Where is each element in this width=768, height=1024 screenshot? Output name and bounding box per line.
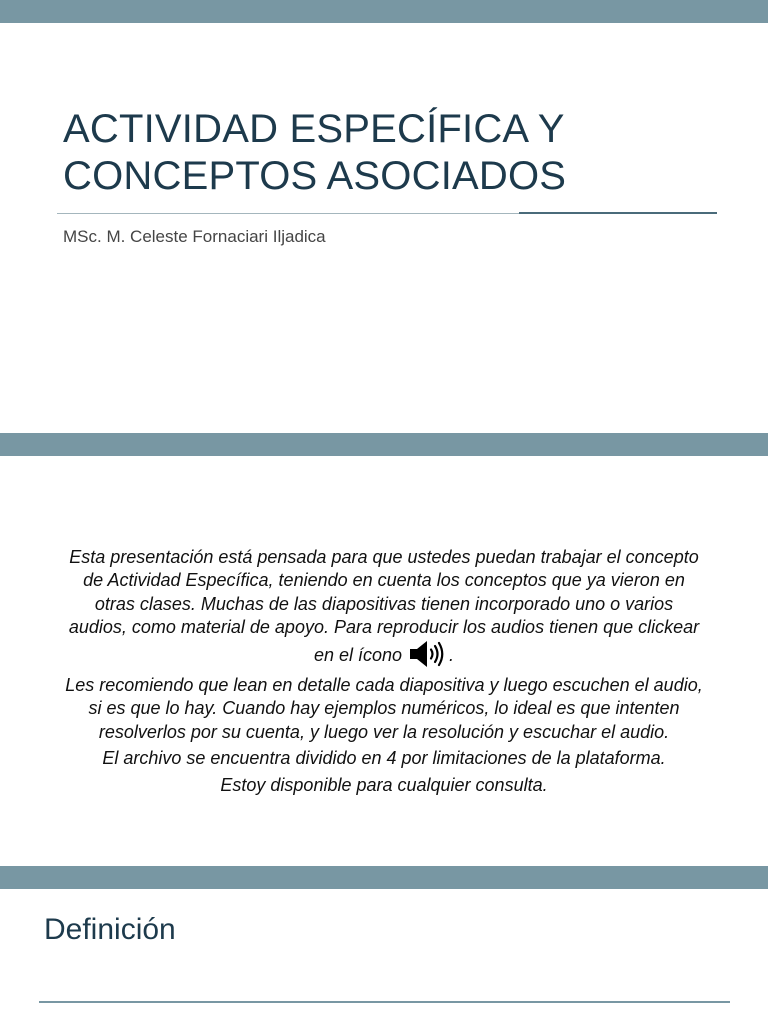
slide1-title-line1: ACTIVIDAD ESPECÍFICA Y [63, 107, 565, 151]
slide1-divider-light [57, 213, 519, 214]
slide2-paragraph-4: Estoy disponible para cualquier consulta. [220, 774, 548, 795]
slide3-divider [39, 1001, 730, 1003]
slide2-line: otras clases. Muchas de las diapositivas tienen incorporado uno o varios [94, 593, 674, 614]
slide2-line: . [449, 644, 455, 665]
slide2-line: Esta presentación está pensada para que ustedes puedan trabajar el concepto [69, 547, 699, 567]
slide2-body [40, 546, 728, 797]
slide3-title: Definición [44, 913, 176, 946]
speaker-icon[interactable] [408, 640, 444, 674]
slide2-line: en el ícono [313, 644, 403, 665]
slide2-paragraph-2 [40, 674, 728, 744]
slide-top-band [0, 0, 768, 23]
slide2-line: Les recomiendo que lean en detalle cada diapositiva y luego escuchen el audio, [65, 675, 703, 696]
slide2-paragraph-3: El archivo se encuentra dividido en 4 por limitaciones de la plataforma. [102, 748, 666, 769]
slide2-line: resolverlos por su cuenta, y luego ver la resolución y escuchar el audio. [98, 721, 670, 742]
slide1-author: MSc. M. Celeste Fornaciari Iljadica [63, 227, 326, 246]
slide1-divider-dark [519, 212, 717, 214]
slide1-title-line2: CONCEPTOS ASOCIADOS [63, 154, 567, 198]
slide2-paragraph-1 [40, 546, 728, 674]
slide2-line: audios, como material de apoyo. Para reproducir los audios tienen que clickear [68, 617, 700, 638]
slide-separator-band [0, 433, 768, 456]
slide-separator-band [0, 866, 768, 889]
slide2-line: si es que lo hay. Cuando hay ejemplos numéricos, lo ideal es que intenten [88, 698, 680, 719]
slide2-line: de Actividad Específica, teniendo en cuenta los conceptos que ya vieron en [83, 570, 685, 591]
slide1-title [63, 106, 723, 200]
